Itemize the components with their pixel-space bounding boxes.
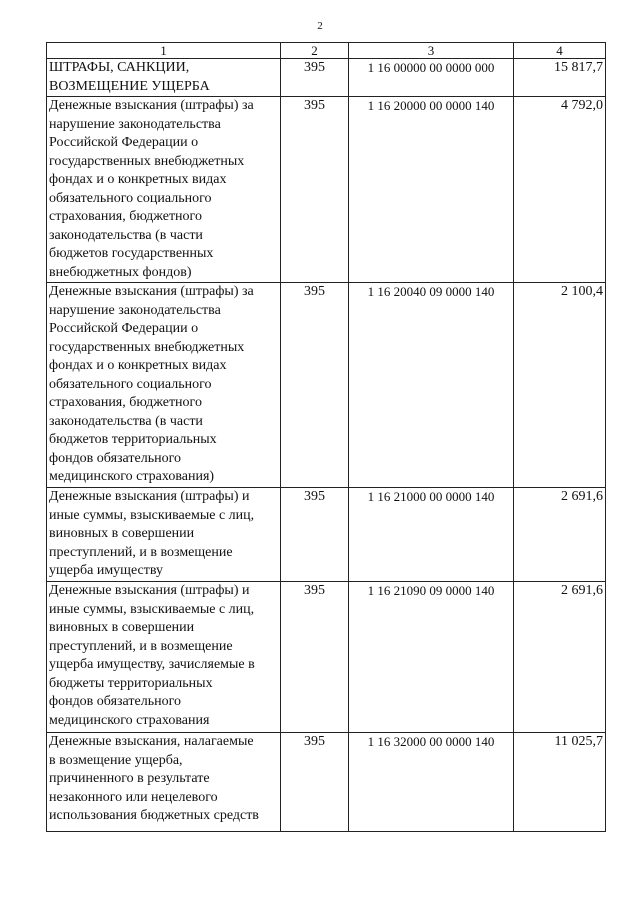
kbk-code-cell: 1 16 00000 00 0000 000 [349, 59, 514, 97]
kbk-code-cell: 1 16 20000 00 0000 140 [349, 97, 514, 283]
amount-cell: 15 817,7 [514, 59, 606, 97]
table-row [47, 488, 606, 582]
column-header: 3 [349, 43, 514, 59]
row-name-cell: Денежные взыскания (штрафы) и иные суммы, взыскиваемые с лиц, виновных в совершении преступлений, и в возмещение ущерба имуществу [47, 488, 281, 582]
amount-cell: 2 691,6 [514, 488, 606, 582]
column-header: 1 [47, 43, 281, 59]
table-row [47, 283, 606, 488]
column-header: 2 [281, 43, 349, 59]
kbk-code-cell: 1 16 32000 00 0000 140 [349, 733, 514, 832]
admin-code-cell: 395 [281, 488, 349, 582]
table-row [47, 582, 606, 733]
table-header-row [47, 43, 606, 59]
admin-code-cell: 395 [281, 283, 349, 488]
table-row [47, 59, 606, 97]
table-row [47, 97, 606, 283]
row-name-cell: ШТРАФЫ, САНКЦИИ, ВОЗМЕЩЕНИЕ УЩЕРБА [47, 59, 281, 97]
revenue-table [46, 42, 606, 832]
amount-cell: 11 025,7 [514, 733, 606, 832]
admin-code-cell: 395 [281, 97, 349, 283]
row-name-cell: Денежные взыскания (штрафы) за нарушение законодательства Российской Федерации о государственных внебюджетных фондах и о конкретных видах обязательного социального страхования, бюджетного законодательства (в части бюджетов территориальных фондов обязательного медицинского страхования) [47, 283, 281, 488]
row-name-cell: Денежные взыскания (штрафы) за нарушение законодательства Российской Федерации о государственных внебюджетных фондах и о конкретных видах обязательного социального страхования, бюджетного законодательства (в части бюджетов государственных внебюджетных фондов) [47, 97, 281, 283]
admin-code-cell: 395 [281, 733, 349, 832]
amount-cell: 2 100,4 [514, 283, 606, 488]
column-header: 4 [514, 43, 606, 59]
table-row [47, 733, 606, 832]
admin-code-cell: 395 [281, 59, 349, 97]
kbk-code-cell: 1 16 21090 09 0000 140 [349, 582, 514, 733]
row-name-cell: Денежные взыскания, налагаемые в возмещение ущерба, причиненного в результате незаконного или нецелевого использования бюджетных средств [47, 733, 281, 832]
amount-cell: 2 691,6 [514, 582, 606, 733]
row-name-cell: Денежные взыскания (штрафы) и иные суммы, взыскиваемые с лиц, виновных в совершении преступлений, и в возмещение ущерба имуществу, зачисляемые в бюджеты территориальных фондов обязательного медицинского страхования [47, 582, 281, 733]
page-number: 2 [317, 20, 323, 32]
kbk-code-cell: 1 16 20040 09 0000 140 [349, 283, 514, 488]
kbk-code-cell: 1 16 21000 00 0000 140 [349, 488, 514, 582]
admin-code-cell: 395 [281, 582, 349, 733]
amount-cell: 4 792,0 [514, 97, 606, 283]
